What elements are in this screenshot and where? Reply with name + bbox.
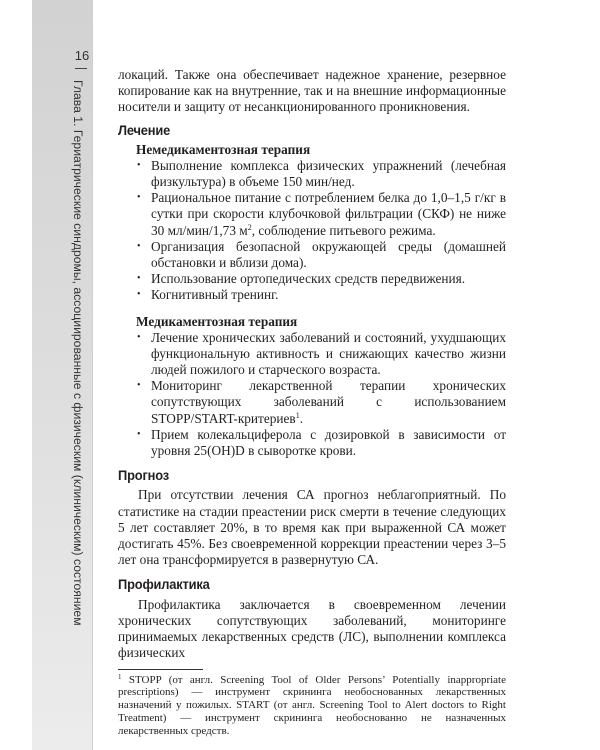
non-drug-therapy-list — [118, 158, 506, 304]
footnote-text: STOPP (от англ. Screening Tool of Older Persons’ Potentially inappropriate prescriptions) — инструмент скрининга необоснованных лекарственных назначений у пожилых. START (от англ. Screening Tool to Alert doctors to Right Treatment) — инструмент скрининга необоснованно не назначенных лекарственных средств. — [118, 673, 506, 738]
footnote — [118, 674, 506, 739]
page-number: 16 — [74, 48, 90, 63]
footnote-divider — [118, 669, 203, 670]
subheading-drug-therapy: Медикаментозная терапия — [136, 313, 298, 329]
intro-paragraph: локаций. Также она обеспечивает надежное хранение, резервное копирование как на внутренние, так и на внешние информационные носители и защиту от несанкционированного проникновения. — [118, 67, 506, 115]
prevention-paragraph: Профилактика заключается в своевременном лечении хронических сопутствующих заболеваний, мониторинге принимаемых лекарственных средств (ЛС), выполнении комплекса физических — [118, 596, 506, 661]
list-item: • Организация безопасной окружающей среды (домашней обстановки и вблизи дома). — [151, 239, 506, 271]
list-item: • Когнитивный тренинг. — [151, 287, 506, 303]
list-item: • Прием колекальциферола с дозировкой в зависимости от уровня 25(OH)D в сыворотке крови. — [151, 427, 506, 459]
subheading-non-drug-therapy: Немедикаментозная терапия — [136, 141, 311, 157]
list-item: • Лечение хронических заболеваний и состояний, ухудшающих функциональную активность и снижающих качество жизни людей пожилого и старческого возраста. — [151, 330, 506, 379]
section-heading-prevention: Профилактика — [118, 576, 210, 593]
list-item: • Мониторинг лекарственной терапии хронических сопутствующих заболеваний с использованием STOPP/START-критериев$^1$. — [151, 378, 506, 427]
footnote-marker: 1 — [118, 672, 122, 681]
superscript: 2 — [247, 222, 252, 232]
section-heading-treatment: Лечение — [118, 121, 171, 138]
section-heading-prognosis: Прогноз — [118, 467, 169, 484]
page-body — [118, 67, 506, 738]
page-number-rule — [75, 68, 87, 69]
list-item: • Рациональное питание с потреблением белка до 1,0–1,5 г/кг в сутки при скорости клубочковой фильтрации (СКФ) не ниже 30 мл/мин/1,73 $м^2$, соблюдение питьевого режима. — [151, 190, 506, 239]
prognosis-paragraph: При отсутствии лечения СА прогноз неблагоприятный. По статистике на стадии преастении риск смерти в течение следующих 5 лет составляет 20%, в то время как при выраженной СА может достигать 45%. Без своевременной коррекции преастении через 3–5 лет она трансформируется в развернутую СА. — [118, 487, 506, 568]
footnote-ref[interactable]: 1 — [295, 410, 300, 420]
list-item: • Использование ортопедических средств передвижения. — [151, 271, 506, 287]
running-head: Глава 1. Гериатрические синдромы, ассоциированные с физическим (клиническим) состоянием — [71, 80, 85, 626]
drug-therapy-list — [118, 330, 506, 460]
list-item: • Выполнение комплекса физических упражнений (лечебная физкультура) в объеме 150 мин/нед. — [151, 158, 506, 190]
